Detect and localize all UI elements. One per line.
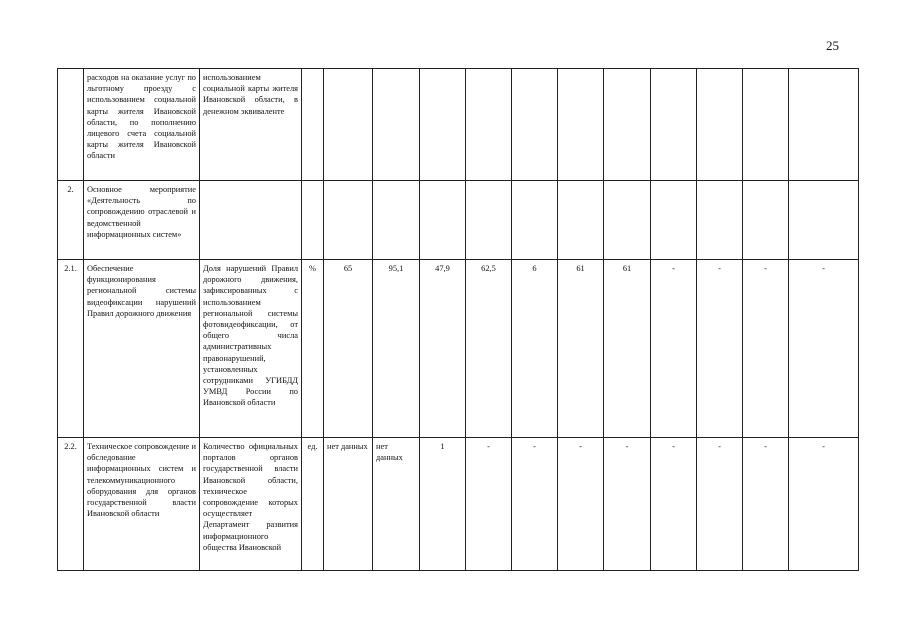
activity-name: Техническое сопровождение и обследование информационных систем и телекоммуникационного оборудования для органов государственной власти Ивановской области xyxy=(84,438,200,571)
unit-cell xyxy=(302,181,324,260)
value-cell xyxy=(558,69,604,181)
value-cell xyxy=(604,181,651,260)
value-cell xyxy=(651,181,697,260)
value-cell xyxy=(743,69,789,181)
value-cell xyxy=(373,69,420,181)
table-row xyxy=(58,260,859,438)
value-cell: 65 xyxy=(324,260,373,438)
value-cell: 61 xyxy=(558,260,604,438)
unit-cell: % xyxy=(302,260,324,438)
value-cell xyxy=(324,69,373,181)
unit-cell xyxy=(302,69,324,181)
value-cell: нет данных xyxy=(324,438,373,571)
page-number: 25 xyxy=(826,38,839,53)
value-cell: - xyxy=(466,438,512,571)
value-cell xyxy=(651,69,697,181)
activity-name: расходов на оказание услуг по льготному проезду с использованием социальной карты жителя Ивановской области, по пополнению лицевого счета социальной карты жителя Ивановской области xyxy=(84,69,200,181)
value-cell: нет данных xyxy=(373,438,420,571)
value-cell: 47,9 xyxy=(420,260,466,438)
value-cell: - xyxy=(651,260,697,438)
value-cell: - xyxy=(697,260,743,438)
value-cell xyxy=(324,181,373,260)
indicator-name xyxy=(200,181,302,260)
value-cell xyxy=(466,181,512,260)
row-number: 2.1. xyxy=(58,260,84,438)
value-cell xyxy=(697,181,743,260)
value-cell xyxy=(789,181,859,260)
value-cell xyxy=(420,69,466,181)
row-number: 2. xyxy=(58,181,84,260)
value-cell xyxy=(789,69,859,181)
value-cell xyxy=(512,69,558,181)
value-cell: - xyxy=(697,438,743,571)
table-row xyxy=(58,69,859,181)
indicator-name: Доля нарушений Правил дорожного движения, зафиксированных с использованием региональной системы фотовидеофиксации, от общего числа административных правонарушений, установленных сотрудниками УГИБДД УМВД России по Ивановской области xyxy=(200,260,302,438)
value-cell xyxy=(604,69,651,181)
value-cell xyxy=(373,181,420,260)
value-cell xyxy=(512,181,558,260)
table-row xyxy=(58,181,859,260)
value-cell: 6 xyxy=(512,260,558,438)
unit-cell: ед. xyxy=(302,438,324,571)
value-cell xyxy=(558,181,604,260)
value-cell: - xyxy=(789,260,859,438)
activity-name: Обеспечение функционирования региональной системы видеофиксации нарушений Правил дорожного движения xyxy=(84,260,200,438)
value-cell: 95,1 xyxy=(373,260,420,438)
table-row xyxy=(58,438,859,571)
value-cell xyxy=(420,181,466,260)
value-cell: 1 xyxy=(420,438,466,571)
value-cell: 62,5 xyxy=(466,260,512,438)
row-number: 2.2. xyxy=(58,438,84,571)
value-cell xyxy=(697,69,743,181)
value-cell: 61 xyxy=(604,260,651,438)
row-number xyxy=(58,69,84,181)
value-cell: - xyxy=(789,438,859,571)
value-cell xyxy=(743,181,789,260)
value-cell: - xyxy=(743,438,789,571)
value-cell: - xyxy=(512,438,558,571)
value-cell: - xyxy=(651,438,697,571)
value-cell: - xyxy=(558,438,604,571)
value-cell: - xyxy=(743,260,789,438)
indicator-name: использованием социальной карты жителя Ивановской области, в денежном эквиваленте xyxy=(200,69,302,181)
indicator-name: Количество официальных порталов органов государственной власти Ивановской области, техническое сопровождение которых осуществляет Департамент развития информационного общества Ивановской xyxy=(200,438,302,571)
value-cell: - xyxy=(604,438,651,571)
value-cell xyxy=(466,69,512,181)
program-indicators-table xyxy=(57,68,859,571)
activity-name: Основное мероприятие «Деятельность по сопровождению отраслевой и ведомственной информационных систем» xyxy=(84,181,200,260)
